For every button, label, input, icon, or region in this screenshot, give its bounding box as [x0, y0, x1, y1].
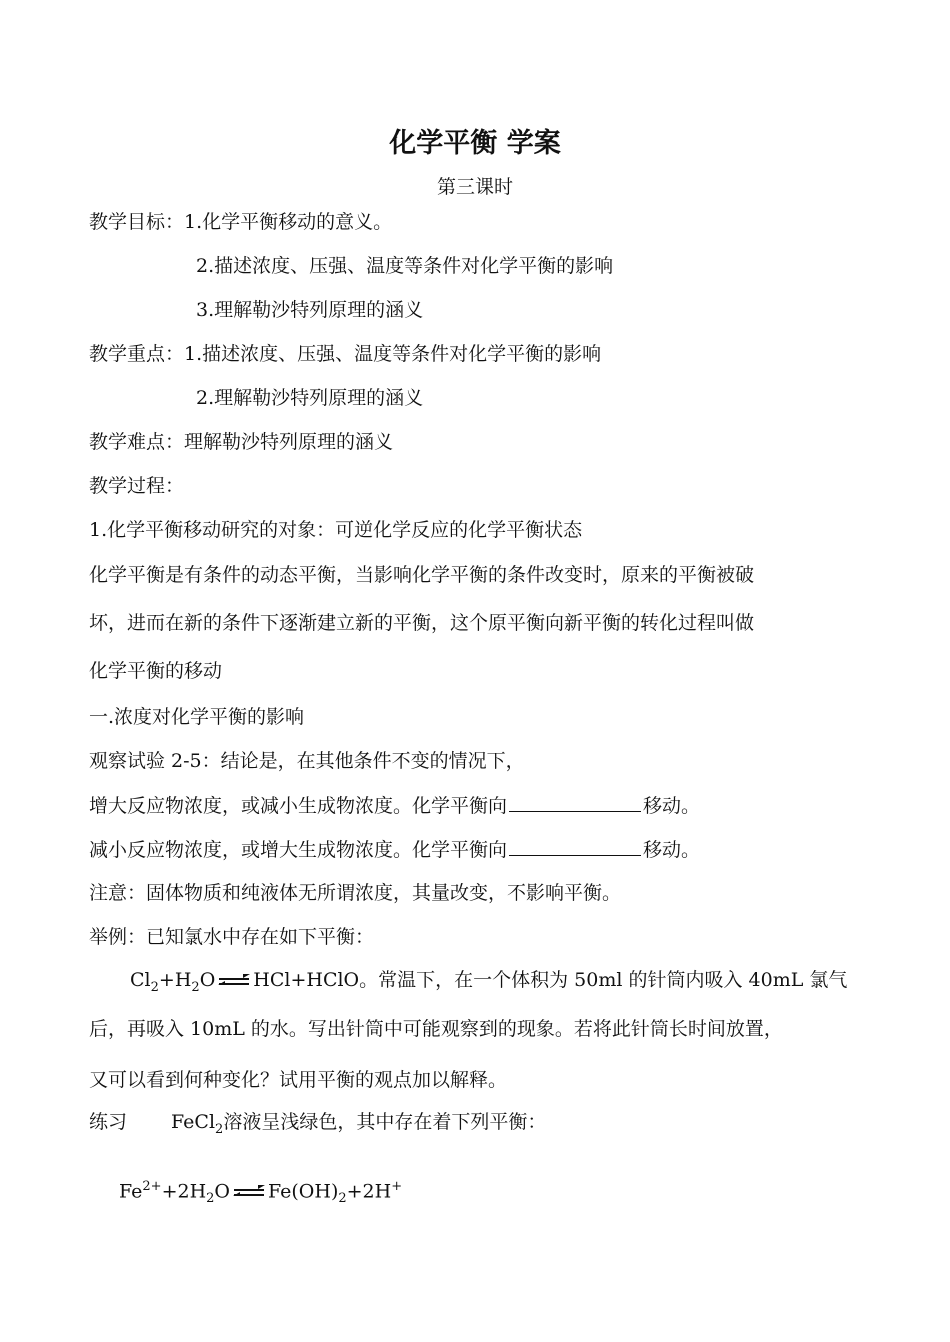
eq1-cl-sub: 2 — [150, 979, 159, 995]
key-point-2: 2.理解勒沙特列原理的涵义 — [196, 387, 424, 409]
note-line: 注意：固体物质和纯液体无所谓浓度，其量改变，不影响平衡。 — [89, 882, 622, 904]
example-line-2: 后，再吸入 10mL 的水。写出针筒中可能观察到的现象。若将此针筒长时间放置， — [89, 1018, 783, 1040]
increase-tail: 移动。 — [643, 795, 701, 817]
eq2-h-sub: 2 — [206, 1191, 215, 1207]
observation-line: 观察试验 2-5：结论是，在其他条件不变的情况下， — [89, 750, 525, 772]
eq2-o: O — [214, 1180, 230, 1203]
eq1-o: O — [199, 969, 216, 991]
eq1-text: 。常温下，在一个体积为 50ml 的针筒内吸入 40mL 氯气 — [359, 969, 848, 991]
key-label: 教学重点： — [89, 343, 185, 365]
key-line-1 — [89, 342, 601, 366]
eq1-cl: Cl — [130, 969, 151, 991]
eq2-right-tail: +2H — [346, 1180, 392, 1203]
practice-label: 练习 — [89, 1111, 128, 1133]
example-line-3: 又可以看到何种变化？试用平衡的观点加以解释。 — [89, 1069, 508, 1091]
eq2-plus: +2H — [161, 1180, 207, 1203]
eq1-right: HCl+HClO — [253, 969, 360, 991]
goal-1: 1.化学平衡移动的意义。 — [184, 211, 393, 233]
goals-label: 教学目标： — [89, 211, 185, 233]
practice-line — [89, 1110, 546, 1142]
practice-fe: FeCl — [171, 1111, 216, 1133]
difficulty-line — [89, 430, 393, 454]
equation-2-line — [119, 1175, 402, 1211]
practice-fe-sub: 2 — [215, 1121, 224, 1137]
difficulty-label: 教学难点： — [89, 431, 185, 453]
decrease-blank[interactable] — [509, 837, 641, 856]
eq2-fe: Fe — [119, 1180, 143, 1203]
page-title: 化学平衡 学案 — [389, 128, 561, 159]
reversible-arrow-icon — [234, 1185, 264, 1199]
example-line: 举例：已知氯水中存在如下平衡： — [89, 926, 375, 948]
page-subtitle: 第三课时 — [436, 176, 513, 198]
key-point-1: 1.描述浓度、压强、温度等条件对化学平衡的影响 — [184, 343, 602, 365]
goals-line-1 — [89, 210, 392, 234]
practice-text: 溶液呈浅绿色，其中存在着下列平衡： — [223, 1111, 547, 1133]
goal-3: 3.理解勒沙特列原理的涵义 — [196, 299, 424, 321]
paragraph-1: 1.化学平衡移动研究的对象：可逆化学反应的化学平衡状态 — [89, 519, 583, 541]
goal-2: 2.描述浓度、压强、温度等条件对化学平衡的影响 — [196, 255, 614, 277]
paragraph-2-line-3: 化学平衡的移动 — [89, 660, 223, 682]
decrease-text: 减小反应物浓度，或增大生成物浓度。化学平衡向 — [89, 839, 508, 861]
equation-1-line — [130, 968, 847, 1000]
decrease-line — [89, 837, 700, 862]
process-label: 教学过程： — [89, 475, 185, 497]
increase-line — [89, 793, 700, 818]
reversible-arrow-icon — [219, 974, 249, 988]
paragraph-2-line-1: 化学平衡是有条件的动态平衡，当影响化学平衡的条件改变时，原来的平衡被破 — [89, 564, 755, 586]
increase-text: 增大反应物浓度，或减小生成物浓度。化学平衡向 — [89, 795, 508, 817]
difficulty-text: 理解勒沙特列原理的涵义 — [184, 431, 394, 453]
increase-blank[interactable] — [509, 793, 641, 812]
eq2-fe-sup: 2+ — [142, 1179, 162, 1194]
eq2-right-sup: + — [391, 1179, 403, 1194]
eq1-plus-h: +H — [158, 969, 192, 991]
paragraph-2-line-2: 坏，进而在新的条件下逐渐建立新的平衡，这个原平衡向新平衡的转化过程叫做 — [89, 612, 755, 634]
decrease-tail: 移动。 — [643, 839, 701, 861]
eq2-right-sub: 2 — [338, 1191, 347, 1207]
eq2-right: Fe(OH) — [268, 1180, 339, 1203]
section-heading: 一.浓度对化学平衡的影响 — [89, 706, 305, 728]
eq1-h-sub: 2 — [191, 979, 200, 995]
